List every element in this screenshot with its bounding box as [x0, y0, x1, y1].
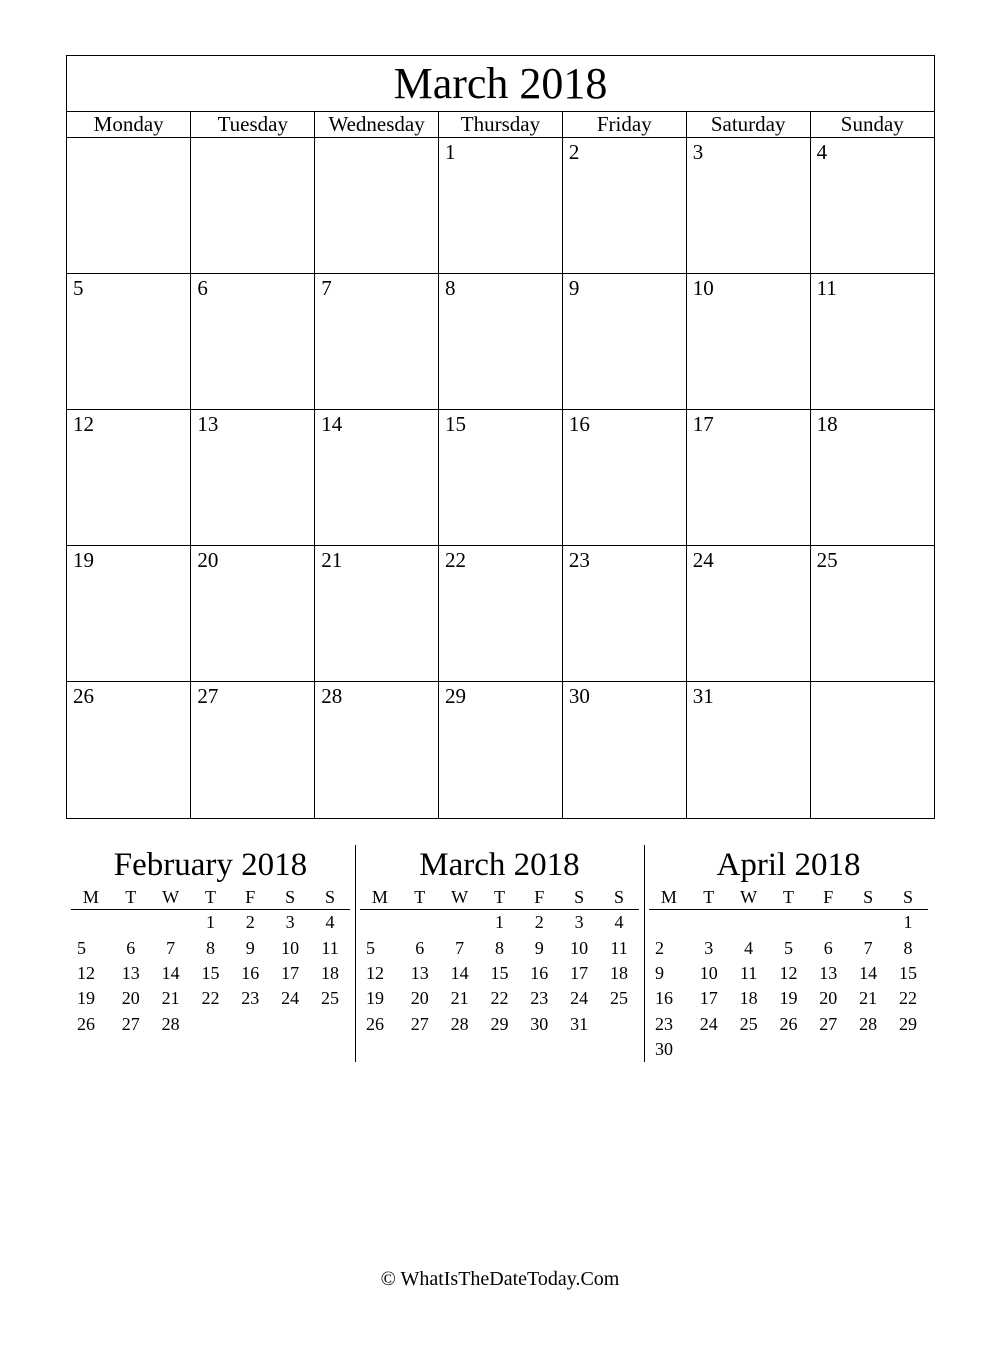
day-cell: 25 — [810, 546, 934, 682]
weekday-header: Wednesday — [315, 112, 439, 138]
weekday-header: Friday — [562, 112, 686, 138]
mini-day-cell: 17 — [699, 988, 718, 1009]
mini-day-cell: 29 — [899, 1013, 918, 1034]
mini-weekday-header: F — [519, 885, 559, 910]
mini-day-cell: 4 — [744, 937, 754, 958]
mini-day-cell: 12 — [77, 962, 95, 983]
mini-weekday-header: S — [888, 885, 928, 910]
mini-day-cell: 20 — [819, 988, 838, 1009]
weekday-header: Tuesday — [191, 112, 315, 138]
day-cell: 2 — [562, 138, 686, 274]
mini-day-cell: 6 — [823, 937, 833, 958]
mini-day-cell: 17 — [570, 962, 589, 983]
mini-day-cell: 2 — [245, 912, 255, 933]
mini-day-cell: 28 — [450, 1013, 469, 1034]
mini-day-cell: 14 — [161, 962, 180, 983]
mini-day-cell: 27 — [410, 1013, 429, 1034]
mini-day-cell: 15 — [201, 962, 220, 983]
mini-day-cell: 1 — [903, 912, 913, 933]
mini-weekday-header: S — [270, 885, 310, 910]
mini-day-cell — [808, 910, 848, 936]
mini-day-cell — [729, 910, 769, 936]
mini-day-cell: 1 — [494, 912, 504, 933]
day-cell: 24 — [686, 546, 810, 682]
mini-week-row — [360, 986, 639, 1011]
mini-day-cell: 10 — [570, 937, 589, 958]
week-row — [67, 546, 934, 682]
mini-day-cell: 11 — [321, 937, 339, 958]
day-cell: 27 — [191, 682, 315, 818]
mini-weekday-header: W — [729, 885, 769, 910]
mini-weekday-header: W — [151, 885, 191, 910]
mini-day-cell: 26 — [779, 1013, 798, 1034]
day-cell: 16 — [562, 410, 686, 546]
mini-weekday-header: T — [769, 885, 809, 910]
mini-day-cell: 19 — [779, 988, 798, 1009]
mini-day-cell: 2 — [534, 912, 544, 933]
mini-day-cell: 17 — [281, 962, 300, 983]
mini-day-cell: 5 — [77, 937, 86, 958]
mini-day-cell: 5 — [366, 937, 375, 958]
mini-day-cell: 8 — [494, 937, 504, 958]
mini-day-cell: 18 — [610, 962, 629, 983]
day-cell: 14 — [315, 410, 439, 546]
mini-day-cell: 26 — [77, 1013, 95, 1034]
mini-day-cell: 20 — [410, 988, 429, 1009]
mini-day-cell: 16 — [655, 988, 673, 1009]
mini-day-cell: 15 — [490, 962, 509, 983]
mini-day-cell — [689, 1037, 729, 1062]
mini-week-row — [71, 1012, 350, 1037]
mini-day-cell — [848, 910, 888, 936]
mini-day-cell — [689, 910, 729, 936]
day-cell: 17 — [686, 410, 810, 546]
mini-weekday-header: F — [808, 885, 848, 910]
mini-day-cell — [310, 1012, 350, 1037]
mini-week-row — [649, 1012, 928, 1037]
mini-weekday-header: M — [649, 885, 689, 910]
mini-week-row — [360, 935, 639, 960]
mini-day-cell — [599, 1012, 639, 1037]
day-cell: 26 — [67, 682, 191, 818]
mini-day-cell: 10 — [281, 937, 300, 958]
mini-day-cell: 14 — [859, 962, 878, 983]
mini-weekday-header: S — [310, 885, 350, 910]
mini-day-cell — [230, 1012, 270, 1037]
week-row — [67, 274, 934, 410]
mini-weekday-header: T — [480, 885, 520, 910]
day-cell: 3 — [686, 138, 810, 274]
mini-day-cell: 13 — [121, 962, 140, 983]
mini-weekday-header: T — [689, 885, 729, 910]
weekday-header: Saturday — [686, 112, 810, 138]
weekday-header: Thursday — [439, 112, 563, 138]
mini-day-cell — [848, 1037, 888, 1062]
mini-day-cell: 19 — [77, 988, 95, 1009]
mini-day-cell: 2 — [655, 937, 664, 958]
mini-calendar-february — [71, 845, 350, 1037]
day-cell: 7 — [315, 274, 439, 410]
mini-day-cell: 18 — [739, 988, 758, 1009]
day-cell: 13 — [191, 410, 315, 546]
mini-weekday-header: F — [230, 885, 270, 910]
mini-day-cell: 22 — [201, 988, 220, 1009]
mini-week-row — [71, 910, 350, 936]
day-cell — [67, 138, 191, 274]
mini-day-cell: 6 — [126, 937, 136, 958]
day-cell — [191, 138, 315, 274]
day-cell: 12 — [67, 410, 191, 546]
mini-week-row — [649, 935, 928, 960]
mini-day-cell: 27 — [819, 1013, 838, 1034]
mini-day-cell: 28 — [859, 1013, 878, 1034]
mini-day-cell — [769, 1037, 809, 1062]
mini-day-cell: 22 — [899, 988, 918, 1009]
mini-week-row — [649, 961, 928, 986]
mini-day-cell: 24 — [570, 988, 589, 1009]
mini-calendar-title: February 2018 — [113, 847, 308, 883]
day-cell: 28 — [315, 682, 439, 818]
week-row — [67, 138, 934, 274]
divider — [644, 845, 645, 1062]
day-cell: 4 — [810, 138, 934, 274]
day-cell: 8 — [439, 274, 563, 410]
mini-day-cell: 9 — [245, 937, 255, 958]
mini-day-cell: 3 — [704, 937, 714, 958]
day-cell: 21 — [315, 546, 439, 682]
mini-weekday-header: T — [400, 885, 440, 910]
mini-day-cell: 15 — [899, 962, 918, 983]
mini-day-cell: 12 — [366, 962, 384, 983]
mini-day-cell: 8 — [903, 937, 913, 958]
mini-day-cell: 13 — [819, 962, 838, 983]
mini-day-cell — [440, 910, 480, 936]
mini-day-cell: 30 — [530, 1013, 549, 1034]
mini-day-cell: 14 — [450, 962, 469, 983]
mini-weekday-header: M — [71, 885, 111, 910]
mini-day-cell: 11 — [610, 937, 628, 958]
mini-week-row — [360, 1012, 639, 1037]
mini-day-cell — [111, 910, 151, 936]
mini-weekday-header: T — [191, 885, 231, 910]
mini-day-cell — [191, 1012, 231, 1037]
mini-day-cell: 27 — [121, 1013, 140, 1034]
mini-weekday-header: T — [111, 885, 151, 910]
mini-day-cell: 21 — [859, 988, 878, 1009]
mini-calendar-april — [649, 845, 928, 1062]
day-cell — [315, 138, 439, 274]
mini-day-cell — [360, 910, 400, 936]
mini-week-row — [649, 1037, 928, 1062]
mini-day-cell: 26 — [366, 1013, 384, 1034]
mini-week-row — [71, 986, 350, 1011]
mini-day-cell — [71, 910, 111, 936]
mini-day-cell: 12 — [779, 962, 798, 983]
mini-day-cell: 18 — [321, 962, 340, 983]
mini-day-cell: 29 — [490, 1013, 509, 1034]
day-cell: 31 — [686, 682, 810, 818]
mini-day-cell: 13 — [410, 962, 429, 983]
mini-month-grid — [360, 885, 639, 1037]
month-grid — [67, 112, 934, 818]
day-cell: 19 — [67, 546, 191, 682]
mini-day-cell: 19 — [366, 988, 384, 1009]
mini-day-cell: 21 — [161, 988, 180, 1009]
day-cell: 6 — [191, 274, 315, 410]
mini-day-cell: 6 — [415, 937, 425, 958]
day-cell: 10 — [686, 274, 810, 410]
mini-calendar-title: March 2018 — [419, 847, 580, 883]
day-cell: 22 — [439, 546, 563, 682]
mini-month-grid — [649, 885, 928, 1062]
divider — [355, 845, 356, 1062]
mini-day-cell — [729, 1037, 769, 1062]
day-cell: 5 — [67, 274, 191, 410]
mini-week-row — [71, 961, 350, 986]
mini-day-cell — [808, 1037, 848, 1062]
mini-week-row — [649, 910, 928, 936]
mini-day-cell: 3 — [574, 912, 584, 933]
weekday-header: Sunday — [810, 112, 934, 138]
mini-day-cell: 25 — [610, 988, 629, 1009]
day-cell: 18 — [810, 410, 934, 546]
day-cell — [810, 682, 934, 818]
mini-week-row — [360, 961, 639, 986]
mini-day-cell — [400, 910, 440, 936]
mini-weekday-header: M — [360, 885, 400, 910]
mini-day-cell: 11 — [739, 962, 758, 983]
mini-day-cell: 20 — [121, 988, 140, 1009]
day-cell: 29 — [439, 682, 563, 818]
mini-day-cell: 21 — [450, 988, 469, 1009]
mini-day-cell: 25 — [739, 1013, 758, 1034]
mini-day-cell: 24 — [281, 988, 300, 1009]
mini-day-cell: 8 — [205, 937, 215, 958]
mini-day-cell — [649, 910, 689, 936]
main-calendar — [66, 55, 935, 819]
day-cell: 20 — [191, 546, 315, 682]
mini-week-row — [649, 986, 928, 1011]
mini-weekday-header: S — [599, 885, 639, 910]
mini-week-row — [360, 910, 639, 936]
mini-day-cell: 3 — [285, 912, 295, 933]
mini-day-cell: 31 — [570, 1013, 589, 1034]
day-cell: 1 — [439, 138, 563, 274]
mini-day-cell — [151, 910, 191, 936]
mini-calendar-march — [360, 845, 639, 1037]
weekday-header: Monday — [67, 112, 191, 138]
mini-day-cell: 7 — [455, 937, 465, 958]
mini-day-cell: 1 — [205, 912, 215, 933]
mini-day-cell: 25 — [321, 988, 340, 1009]
mini-day-cell: 23 — [655, 1013, 673, 1034]
mini-day-cell: 28 — [161, 1013, 180, 1034]
mini-day-cell: 4 — [325, 912, 335, 933]
mini-day-cell — [270, 1012, 310, 1037]
mini-day-cell: 7 — [863, 937, 873, 958]
mini-day-cell: 16 — [530, 962, 549, 983]
week-row — [67, 410, 934, 546]
mini-day-cell: 22 — [490, 988, 509, 1009]
mini-day-cell: 5 — [783, 937, 793, 958]
mini-day-cell: 7 — [166, 937, 176, 958]
week-row — [67, 682, 934, 818]
mini-day-cell: 10 — [699, 962, 718, 983]
day-cell: 11 — [810, 274, 934, 410]
mini-weekday-header: S — [848, 885, 888, 910]
mini-day-cell: 9 — [655, 962, 664, 983]
mini-weekday-header: W — [440, 885, 480, 910]
copyright-footer: © WhatIsTheDateToday.Com — [380, 1268, 620, 1290]
day-cell: 15 — [439, 410, 563, 546]
mini-day-cell: 16 — [241, 962, 260, 983]
mini-day-cell: 4 — [614, 912, 624, 933]
day-cell: 30 — [562, 682, 686, 818]
mini-day-cell: 30 — [655, 1039, 673, 1060]
mini-week-row — [71, 935, 350, 960]
mini-day-cell — [769, 910, 809, 936]
mini-day-cell: 23 — [241, 988, 260, 1009]
mini-calendar-title: April 2018 — [716, 847, 861, 883]
mini-month-grid — [71, 885, 350, 1037]
mini-day-cell: 24 — [699, 1013, 718, 1034]
day-cell: 23 — [562, 546, 686, 682]
mini-day-cell: 23 — [530, 988, 549, 1009]
mini-day-cell: 9 — [534, 937, 544, 958]
mini-day-cell — [888, 1037, 928, 1062]
mini-weekday-header: S — [559, 885, 599, 910]
day-cell: 9 — [562, 274, 686, 410]
calendar-title: March 2018 — [67, 56, 934, 112]
